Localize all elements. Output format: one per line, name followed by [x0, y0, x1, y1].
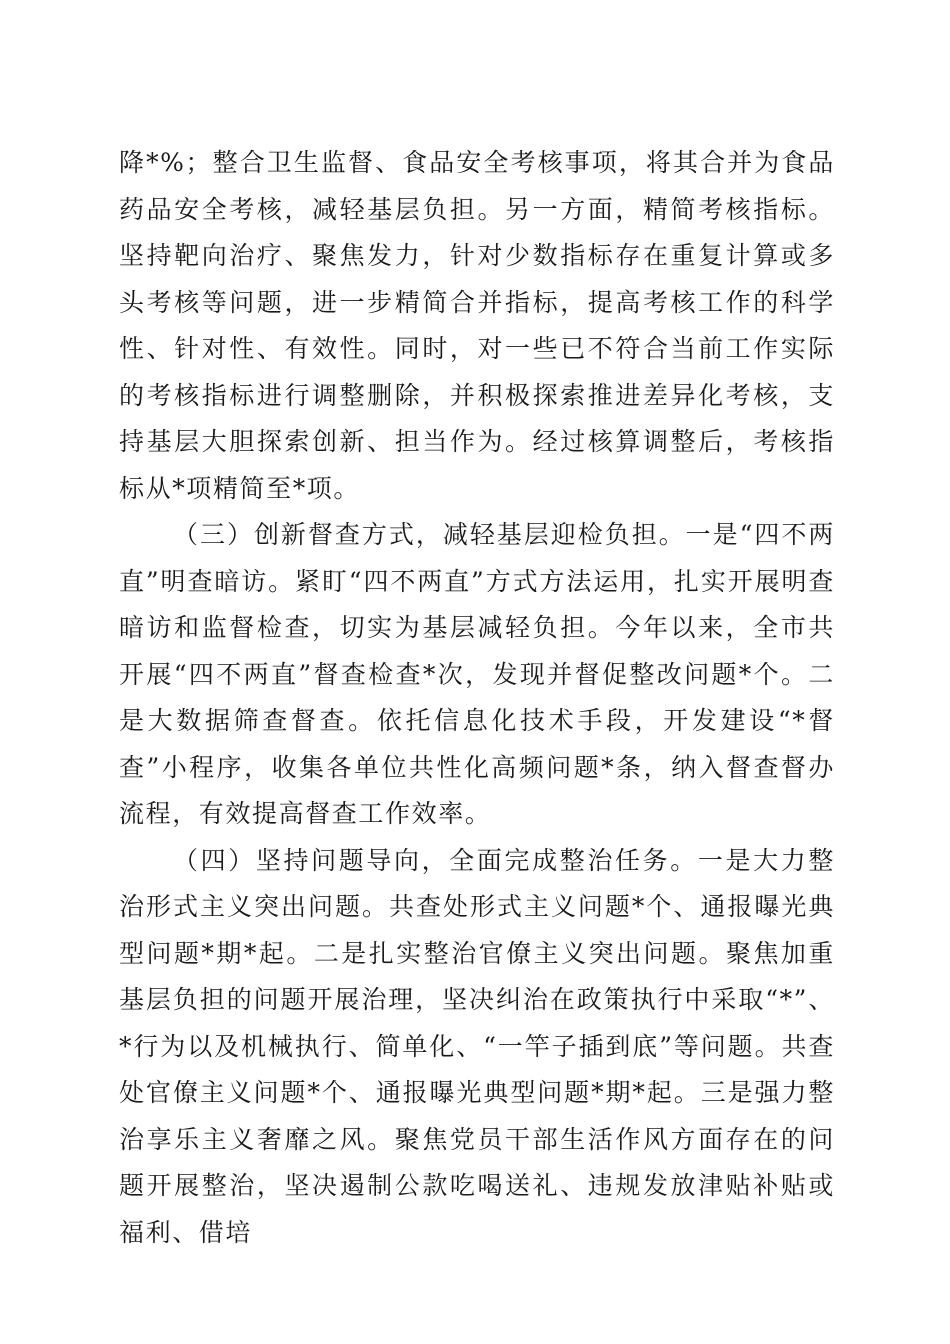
paragraph-section-three: （三）创新督查方式，减轻基层迎检负担。一是“四不两直”明查暗访。紧盯“四不两直”方式方法运用，扎实开展明查暗访和监督检查，切实为基层减轻负担。今年以来，全市共开展“四不两直”督查检查*次，发现并督促整改问题*个。二是大数据筛查督查。依托信息化技术手段，开发建设“*督查”小程序，收集各单位共性化高频问题*条，纳入督查督办流程，有效提高督查工作效率。 [119, 520, 835, 828]
paragraph-section-four: （四）坚持问题导向，全面完成整治任务。一是大力整治形式主义突出问题。共查处形式主义问题*个、通报曝光典型问题*期*起。二是扎实整治官僚主义突出问题。聚焦加重基层负担的问题开展治理，坚决纠治在政策执行中采取“*”、*行为以及机械执行、简单化、“一竿子插到底”等问题。共查处官僚主义问题*个、通报曝光典型问题*期*起。三是强力整治享乐主义奢靡之风。聚焦党员干部生活作风方面存在的问题开展整治，坚决遏制公款吃喝送礼、违规发放津贴补贴或福利、借培 [119, 845, 835, 1247]
paragraph-continuation: 降*%；整合卫生监督、食品安全考核事项，将其合并为食品药品安全考核，减轻基层负担。另一方面，精简考核指标。坚持靶向治疗、聚焦发力，针对少数指标存在重复计算或多头考核等问题，进一步精简合并指标，提高考核工作的科学性、针对性、有效性。同时，对一些已不符合当前工作实际的考核指标进行调整删除，并积极探索推进差异化考核，支持基层大胆探索创新、担当作为。经过核算调整后，考核指标从*项精简至*项。 [119, 148, 835, 503]
document-body [119, 140, 835, 1256]
